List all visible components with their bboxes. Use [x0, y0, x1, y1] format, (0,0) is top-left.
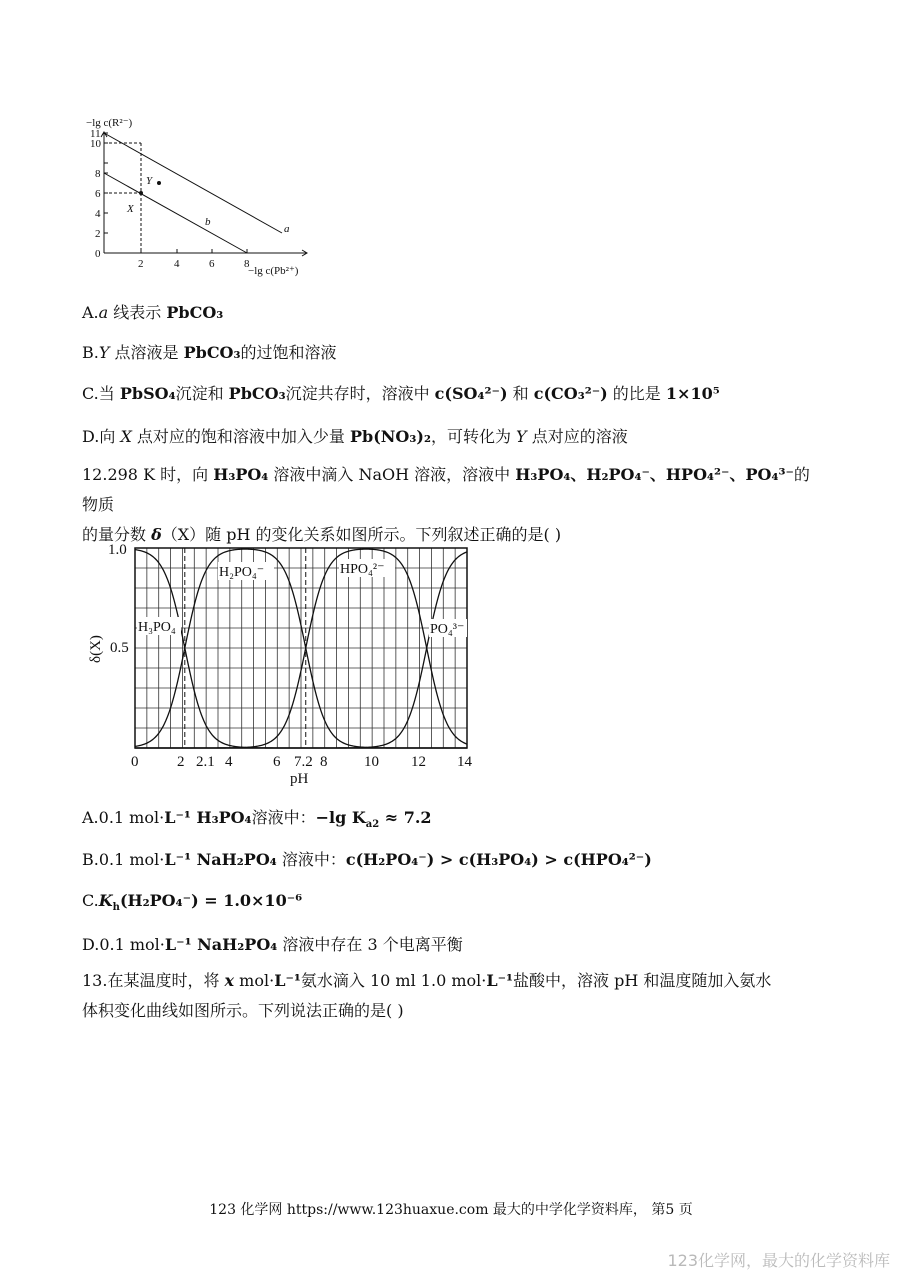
y-axis-label: δ(X) [88, 635, 104, 663]
q12-option-d: D.0.1 mol·L⁻¹ NaH₂PO₄ 溶液中存在 3 个电离平衡 [82, 935, 463, 954]
line-b [104, 173, 247, 253]
q11-option-b: B.Y 点溶液是 PbCO₃的过饱和溶液 [82, 343, 337, 362]
line-a-label: a [284, 223, 290, 235]
series-label-hpo4: HPO₄²⁻ [340, 562, 385, 577]
pb-solubility-chart [82, 110, 322, 285]
svg-text:4: 4 [95, 208, 101, 220]
x-axis-label: pH [290, 771, 309, 786]
svg-text:8: 8 [244, 258, 250, 270]
x-tick-2: 2 [177, 754, 185, 770]
y-tick-05: 0.5 [110, 640, 129, 656]
watermark: 123化学网，最大的化学资料库 [667, 1251, 890, 1270]
q12-option-a: A.0.1 mol·L⁻¹ H₃PO₄溶液中：−lg $K_{a2} \approx 7.2$ [82, 808, 432, 831]
series-label-h2po4: H₂PO₄⁻ [219, 565, 265, 580]
q12-stem: 12.298 K 时，向 H₃PO₄ 溶液中滴入 NaOH 溶液，溶液中 H₃PO₄、H₂PO₄⁻、HPO₄²⁻、PO₄³⁻的物质 的量分数 δ（X）随 pH 的变化关系如图所示。下列叙述正确的是( ) [82, 465, 810, 544]
phosphate-distribution-chart [82, 538, 482, 786]
line-b-label: b [205, 216, 211, 228]
point-x-label: X [127, 203, 134, 215]
x-tick-0: 0 [131, 754, 139, 770]
x-tick-14: 14 [457, 754, 472, 770]
point-x [139, 191, 143, 195]
x-axis-label: −lg c(Pb²⁺) [248, 265, 299, 277]
series-label-h3po4: H₃PO₄ [138, 620, 176, 635]
point-y [157, 181, 161, 185]
svg-text:4: 4 [174, 258, 180, 270]
svg-text:10: 10 [90, 138, 101, 150]
svg-text:6: 6 [95, 188, 101, 200]
point-y-label: Y [146, 175, 153, 187]
svg-text:2: 2 [138, 258, 144, 270]
svg-text:6: 6 [209, 258, 215, 270]
q13-stem: 13.在某温度时，将 x mol·L⁻¹氨水滴入 10 ml 1.0 mol·L⁻¹盐酸中，溶液 pH 和温度随加入氨水 体积变化曲线如图所示。下列说法正确的是( ) [82, 971, 772, 1020]
x-tick-8: 8 [320, 754, 328, 770]
x-tick-6: 6 [273, 754, 281, 770]
q11-option-a: A.a 线表示 PbCO₃ [82, 303, 224, 322]
y-axis-label: −lg c(R²⁻) [86, 117, 133, 129]
page-footer: 123 化学网 https://www.123huaxue.com 最大的中学化学资料库， 第5 页 [209, 1202, 693, 1218]
x-tick-21: 2.1 [196, 754, 215, 770]
svg-text:11: 11 [90, 128, 101, 140]
q12-option-b: B.0.1 mol·L⁻¹ NaH₂PO₄ 溶液中：c(H₂PO₄⁻) > c(H₃PO₄) > c(HPO₄²⁻) [82, 850, 652, 869]
line-a [104, 133, 282, 233]
q11-option-d: D.向 X 点对应的饱和溶液中加入少量 Pb(NO₃)₂，可转化为 Y 点对应的溶液 [82, 427, 628, 446]
q11-option-c: C.当 PbSO₄沉淀和 PbCO₃沉淀共存时，溶液中 c(SO₄²⁻) 和 c(CO₃²⁻) 的比是 1×10⁵ [82, 384, 720, 403]
x-tick-10: 10 [364, 754, 379, 770]
series-label-po4: PO₄³⁻ [430, 622, 465, 637]
svg-text:8: 8 [95, 168, 101, 180]
svg-text:2: 2 [95, 228, 101, 240]
x-tick-12: 12 [411, 754, 426, 770]
x-tick-72: 7.2 [294, 754, 313, 770]
svg-text:0: 0 [95, 248, 101, 260]
x-tick-4: 4 [225, 754, 233, 770]
y-tick-1: 1.0 [108, 542, 127, 558]
q12-option-c: $C.K_h(H_2PO_4^-) = 1.0\times 10^{-6}$ [82, 891, 303, 914]
